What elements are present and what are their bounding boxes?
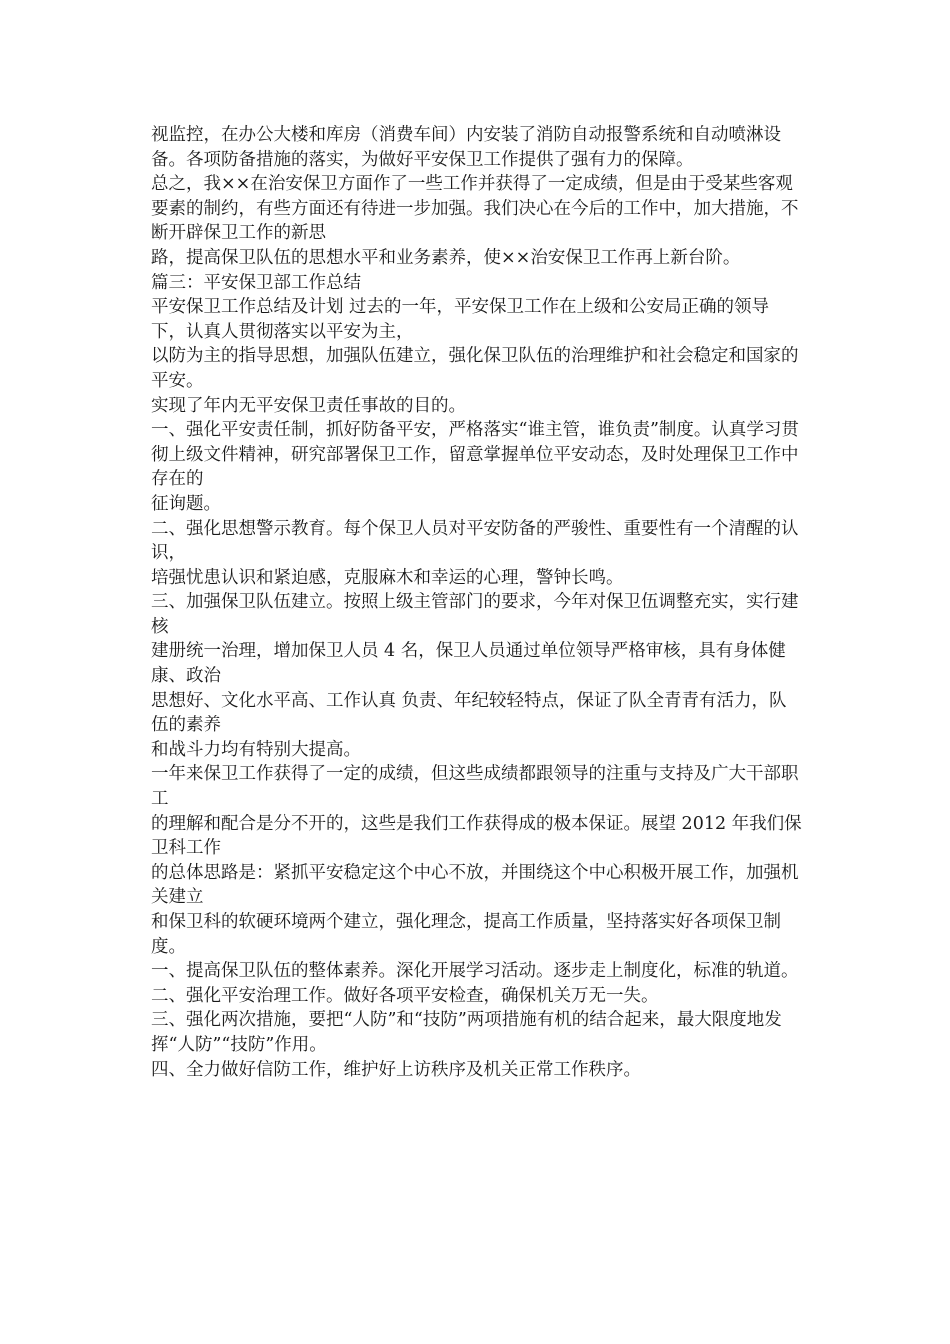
paragraph: 路，提高保卫队伍的思想水平和业务素养，使××治安保卫工作再上新台阶。 xyxy=(151,247,741,268)
paragraph: 三、加强保卫队伍建立。按照上级主管部门的要求，今年对保卫伍调整充实，实行建核 xyxy=(151,592,799,637)
paragraph: 建册统一治理，增加保卫人员 4 名，保卫人员通过单位领导严格审核，具有身体健康、政治 xyxy=(151,641,786,687)
paragraph: 和战斗力均有特别大提高。 xyxy=(151,739,361,760)
paragraph: 思想好、文化水平高、工作认真 负责、年纪较轻特点，保证了队全青青有活力，队伍的素养 xyxy=(151,690,787,736)
paragraph: 视监控，在办公大楼和库房（消费车间）内安装了消防自动报警系统和自动喷淋设备。各项防备措施的落实，为做好平安保卫工作提供了强有力的保障。 xyxy=(151,125,781,170)
paragraph: 征询题。 xyxy=(151,493,221,514)
paragraph: 总之，我××在治安保卫方面作了一些工作并获得了一定成绩，但是由于受某些客观要素的制约，有些方面还有待进一步加强。我们决心在今后的工作中，加大措施，不断开辟保卫工作的新思 xyxy=(151,174,799,244)
paragraph: 平安保卫工作总结及计划 过去的一年，平安保卫工作在上级和公安局正确的领导下，认真人贯彻落实以平安为主， xyxy=(151,297,770,342)
document-body xyxy=(151,123,803,1082)
paragraph: 挥“人防”“技防”作用。 xyxy=(151,1034,327,1055)
paragraph: 实现了年内无平安保卫责任事故的目的。 xyxy=(151,395,466,416)
paragraph: 彻上级文件精神，研究部署保卫工作，留意掌握单位平安动态，及时处理保卫工作中存在的 xyxy=(151,444,799,490)
paragraph: 和保卫科的软硬环境两个建立，强化理念，提高工作质量，坚持落实好各项保卫制度。 xyxy=(151,912,781,957)
paragraph: 的总体思路是：紧抓平安稳定这个中心不放，并围绕这个中心积极开展工作，加强机关建立 xyxy=(151,862,799,908)
section-heading: 篇三：平安保卫部工作总结 xyxy=(151,272,361,293)
paragraph: 三、强化两次措施，要把“人防”和“技防”两项措施有机的结合起来，最大限度地发 xyxy=(151,1010,782,1031)
paragraph: 一、强化平安责任制，抓好防备平安，严格落实“谁主管，谁负责”制度。认真学习贯 xyxy=(151,420,799,441)
paragraph: 一年来保卫工作获得了一定的成绩，但这些成绩都跟领导的注重与支持及广大干部职工 xyxy=(151,764,799,810)
paragraph: 二、强化思想警示教育。每个保卫人员对平安防备的严骏性、重要性有一个清醒的认识， xyxy=(151,518,799,564)
paragraph: 的理解和配合是分不开的，这些是我们工作获得成的极本保证。展望 2012 年我们保卫科工作 xyxy=(151,813,802,859)
paragraph: 二、强化平安治理工作。做好各项平安检查，确保机关万无一失。 xyxy=(151,985,659,1006)
paragraph: 一、提高保卫队伍的整体素养。深化开展学习活动。逐步走上制度化，标准的轨道。 xyxy=(151,961,799,982)
paragraph: 四、全力做好信防工作，维护好上访秩序及机关正常工作秩序。 xyxy=(151,1059,641,1080)
paragraph: 培强忧患认识和紧迫感，克服麻木和幸运的心理，警钟长鸣。 xyxy=(151,567,624,588)
paragraph: 以防为主的指导思想，加强队伍建立，强化保卫队伍的治理维护和社会稳定和国家的平安。 xyxy=(151,346,799,391)
